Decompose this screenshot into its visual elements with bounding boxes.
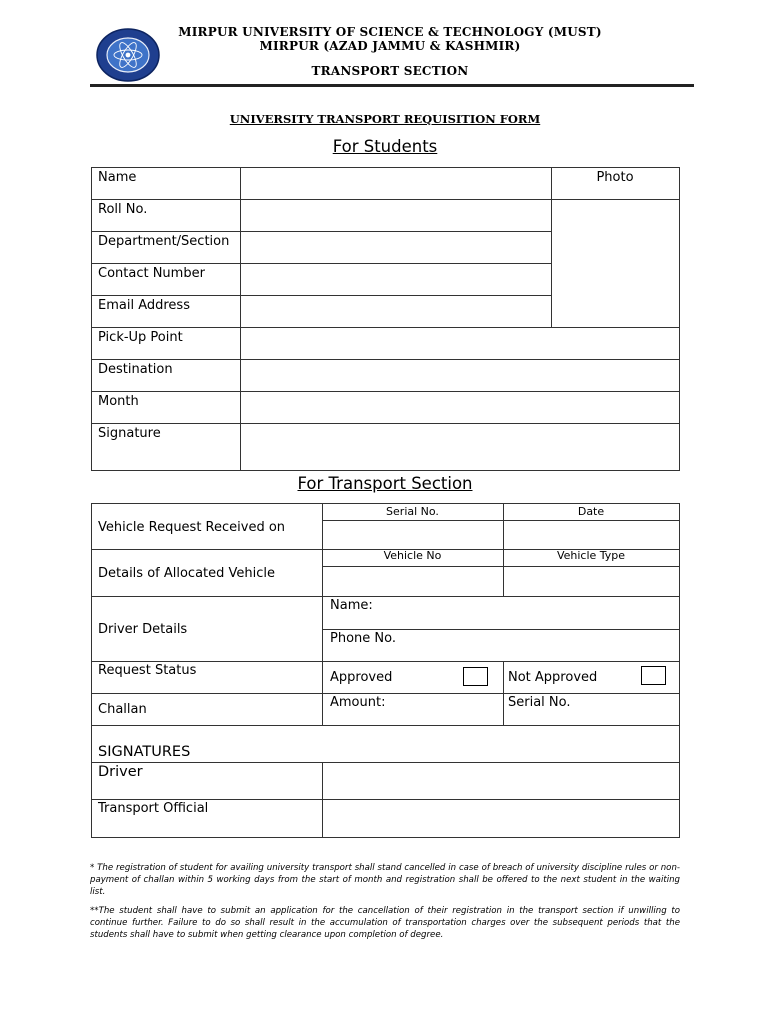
- department-section-field[interactable]: [241, 232, 550, 262]
- label-challan: Challan: [98, 702, 147, 717]
- driver-name-field[interactable]: [380, 597, 678, 628]
- transport-section-title: For Transport Section: [297, 474, 473, 493]
- contact-number-field[interactable]: [241, 264, 550, 294]
- challan-serial-field[interactable]: [580, 694, 678, 724]
- serial-no-field[interactable]: [323, 521, 502, 548]
- name-field[interactable]: [241, 168, 550, 198]
- label-email-address: Email Address: [98, 298, 190, 313]
- label-signatures: SIGNATURES: [98, 744, 191, 760]
- students-section-title: For Students: [332, 137, 438, 156]
- photo-box[interactable]: [552, 200, 678, 326]
- label-driver-details: Driver Details: [98, 622, 188, 637]
- approved-checkbox[interactable]: [463, 667, 488, 686]
- photo-label: Photo: [596, 170, 634, 185]
- label-department-section: Department/Section: [98, 234, 230, 249]
- driver-signature-field[interactable]: [323, 763, 678, 798]
- label-driver: Driver: [98, 764, 143, 780]
- header-rule: [90, 84, 694, 87]
- vehicle-no-field[interactable]: [323, 567, 502, 595]
- label-allocated-vehicle: Details of Allocated Vehicle: [98, 566, 276, 581]
- label-destination: Destination: [98, 362, 173, 377]
- label-approved: Approved: [330, 670, 393, 685]
- label-driver-name: Name:: [330, 598, 373, 613]
- university-name: MIRPUR UNIVERSITY OF SCIENCE & TECHNOLOGY (MUST): [178, 25, 602, 39]
- signature-field[interactable]: [241, 424, 678, 469]
- label-name: Name: [98, 170, 137, 185]
- label-roll-no: Roll No.: [98, 202, 148, 217]
- pickup-point-field[interactable]: [241, 328, 678, 358]
- label-vehicle-type: Vehicle Type: [556, 549, 626, 562]
- roll-no-field[interactable]: [241, 200, 550, 230]
- label-amount: Amount:: [330, 695, 386, 710]
- form-title: UNIVERSITY TRANSPORT REQUISITION FORM: [229, 112, 541, 126]
- not-approved-checkbox[interactable]: [641, 666, 666, 685]
- section-name: TRANSPORT SECTION: [311, 64, 469, 78]
- university-location: MIRPUR (AZAD JAMMU & KASHMIR): [259, 39, 521, 53]
- label-contact-number: Contact Number: [98, 266, 205, 281]
- label-signature: Signature: [98, 426, 161, 441]
- label-pickup-point: Pick-Up Point: [98, 330, 183, 345]
- date-field[interactable]: [504, 521, 678, 548]
- label-serial-no: Serial No.: [386, 505, 439, 518]
- challan-amount-field[interactable]: [390, 694, 502, 724]
- label-request-status: Request Status: [98, 663, 197, 678]
- label-date: Date: [577, 505, 605, 518]
- label-vehicle-no: Vehicle No: [383, 549, 442, 562]
- transport-official-signature-field[interactable]: [323, 800, 678, 836]
- label-vehicle-request-received: Vehicle Request Received on: [98, 520, 286, 535]
- label-not-approved: Not Approved: [508, 670, 598, 685]
- label-month: Month: [98, 394, 139, 409]
- month-field[interactable]: [241, 392, 678, 422]
- label-challan-serial-no: Serial No.: [508, 695, 571, 710]
- vehicle-type-field[interactable]: [504, 567, 678, 595]
- driver-phone-field[interactable]: [405, 630, 678, 660]
- destination-field[interactable]: [241, 360, 678, 390]
- note-registration-cancellation: * The registration of student for availing university transport shall stand cancelled in case of breach of university discipline rules or non-payment of challan within 5 working days from the start of month and registration shall be offered to the next student in the waiting list.: [90, 863, 680, 897]
- email-address-field[interactable]: [241, 296, 550, 326]
- label-transport-official: Transport Official: [98, 801, 209, 816]
- label-driver-phone: Phone No.: [330, 631, 396, 646]
- note-cancellation-application: **The student shall have to submit an application for the cancellation of their registration in the transport section if unwilling to continue further. Failure to do so shall result in the accumulation of transportation charges over the subsequent periods that the students shall have to submit when getting clearance upon completion of degree.: [90, 906, 680, 940]
